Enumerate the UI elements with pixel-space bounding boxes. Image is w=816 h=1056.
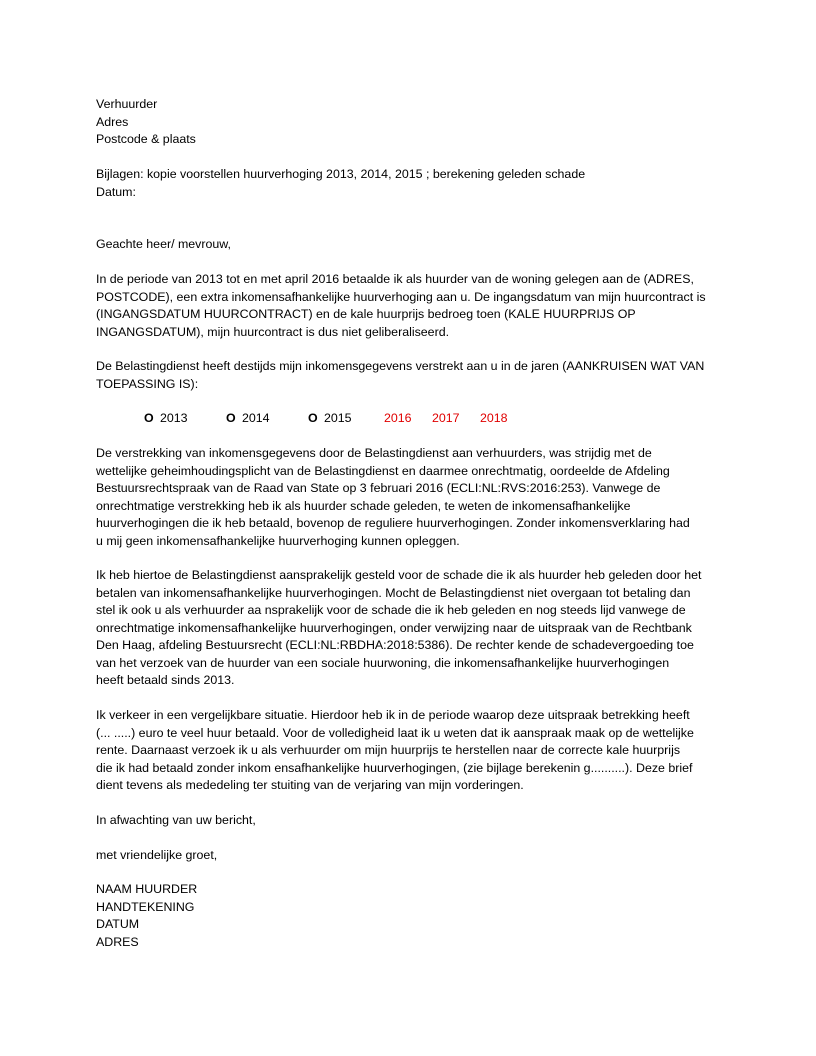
text-line: INGANGSDATUM), mijn huurcontract is dus niet geliberaliseerd.	[96, 324, 450, 339]
paragraph-1	[96, 271, 721, 341]
date-line: Datum:	[96, 184, 136, 199]
text-line: De verstrekking van inkomensgegevens door de Belastingdienst aan verhuurders, was strijdig met de	[96, 446, 652, 460]
year-2016: 2016	[384, 411, 412, 425]
signature-date: DATUM	[96, 917, 140, 931]
letter-meta	[96, 166, 721, 201]
salutation: Geachte heer/ mevrouw,	[96, 237, 231, 251]
year-checklist	[96, 410, 716, 428]
text-line: rente. Daarnaast verzoek ik u als verhuurder om mijn huurprijs te herstellen naar de correcte kale huurprijs	[96, 743, 681, 757]
text-line: De Belastingdienst heeft destijds mijn inkomensgegevens verstrekt aan u in de jaren (AANKRUISEN WAT VAN	[96, 359, 705, 373]
text-line: die ik had betaald zonder inkom ensafhankelijke huurverhogingen, (zie bijlage berekenin g..........). Deze brief	[96, 760, 693, 775]
text-line: In de periode van 2013 tot en met april 2016 betaalde ik als huurder van de woning gelegen aan de (ADRES,	[96, 272, 694, 286]
sender-line: Adres	[96, 114, 129, 129]
text-line: (INGANGSDATUM HUURCONTRACT) en de kale huurprijs bedroeg toen (KALE HUURPRIJS OP	[96, 307, 636, 321]
text-line: Den Haag, afdeling Bestuursrecht (ECLI:NL:RBDHA:2018:5386). De rechter kende de schadevergoeding toe	[96, 638, 694, 652]
text-line: onrechtmatige verstrekking heb ik als huurder schade geleden, te weten de inkomensafhankelijke	[96, 498, 631, 513]
text-line: Ik heb hiertoe de Belastingdienst aansprakelijk gesteld voor de schade die ik als huurder heb geleden door het	[96, 568, 702, 582]
text-line: huurverhogingen die ik heb betaald, bovenop de reguliere huurverhogingen. Zonder inkomensverklaring had	[96, 516, 690, 530]
signature-name: NAAM HUURDER	[96, 882, 198, 896]
text-line: onrechtmatige inkomensafhankelijke huurverhogingen, onder verwijzing naar de uitspraak van de Rechtbank	[96, 620, 692, 635]
signature-block	[96, 881, 721, 951]
year-2018: 2018	[480, 411, 508, 425]
text-line: u mij geen inkomensafhankelijke huurverhoging kunnen opleggen.	[96, 533, 460, 548]
text-line: stel ik ook u als verhuurder aa nsprakelijk voor de schade die ik heb geleden en nog steeds lijd vanwege de	[96, 603, 686, 617]
text-line: van het verzoek van de huurder van een sociale huurwoning, die inkomensafhankelijke huurverhogingen	[96, 655, 670, 670]
text-line: POSTCODE), een extra inkomensafhankelijke huurverhoging aan u. De ingangsdatum van mijn huurcontract is	[96, 289, 706, 304]
paragraph-2	[96, 358, 721, 393]
text-line: Bestuursrechtspraak van de Raad van State op 3 februari 2016 (ECLI:NL:RVS:2016:253). Vanwege de	[96, 481, 661, 495]
checkbox-marker[interactable]: O	[308, 411, 318, 425]
year-2015: 2015	[324, 411, 352, 425]
closing-greeting: met vriendelijke groet,	[96, 848, 218, 862]
year-2014: 2014	[242, 411, 270, 425]
signature-handtekening: HANDTEKENING	[96, 899, 195, 914]
text-line: TOEPASSING IS):	[96, 376, 199, 391]
paragraph-5	[96, 707, 721, 795]
checkbox-marker[interactable]: O	[226, 411, 236, 425]
sender-address	[96, 96, 721, 149]
signature-address: ADRES	[96, 934, 139, 949]
closing-await: In afwachting van uw bericht,	[96, 813, 256, 827]
text-line: wettelijke geheimhoudingsplicht van de Belastingdienst en daarmee onrechtmatig, oordeelde de Afdeling	[96, 463, 670, 478]
text-line: heeft betaald sinds 2013.	[96, 673, 235, 687]
year-2017: 2017	[432, 411, 460, 425]
text-line: dient tevens als mededeling ter stuiting van de verjaring van mijn vorderingen.	[96, 778, 524, 792]
text-line: betalen van inkomensafhankelijke huurverhogingen. Mocht de Belastingdienst niet overgaan tot betaling dan	[96, 585, 691, 600]
paragraph-4	[96, 567, 721, 690]
year-2013: 2013	[160, 411, 188, 425]
attachments-line: Bijlagen: kopie voorstellen huurverhoging 2013, 2014, 2015 ; berekening geleden schade	[96, 167, 586, 181]
checkbox-marker[interactable]: O	[144, 411, 154, 425]
text-line: Ik verkeer in een vergelijkbare situatie. Hierdoor heb ik in de periode waarop deze uitspraak betrekking heeft	[96, 708, 690, 722]
sender-line: Verhuurder	[96, 97, 158, 111]
sender-line: Postcode & plaats	[96, 132, 196, 146]
paragraph-3	[96, 445, 721, 550]
text-line: (... .....) euro te veel huur betaald. Voor de volledigheid laat ik u weten dat ik aanspraak maak op de wettelijke	[96, 725, 694, 740]
